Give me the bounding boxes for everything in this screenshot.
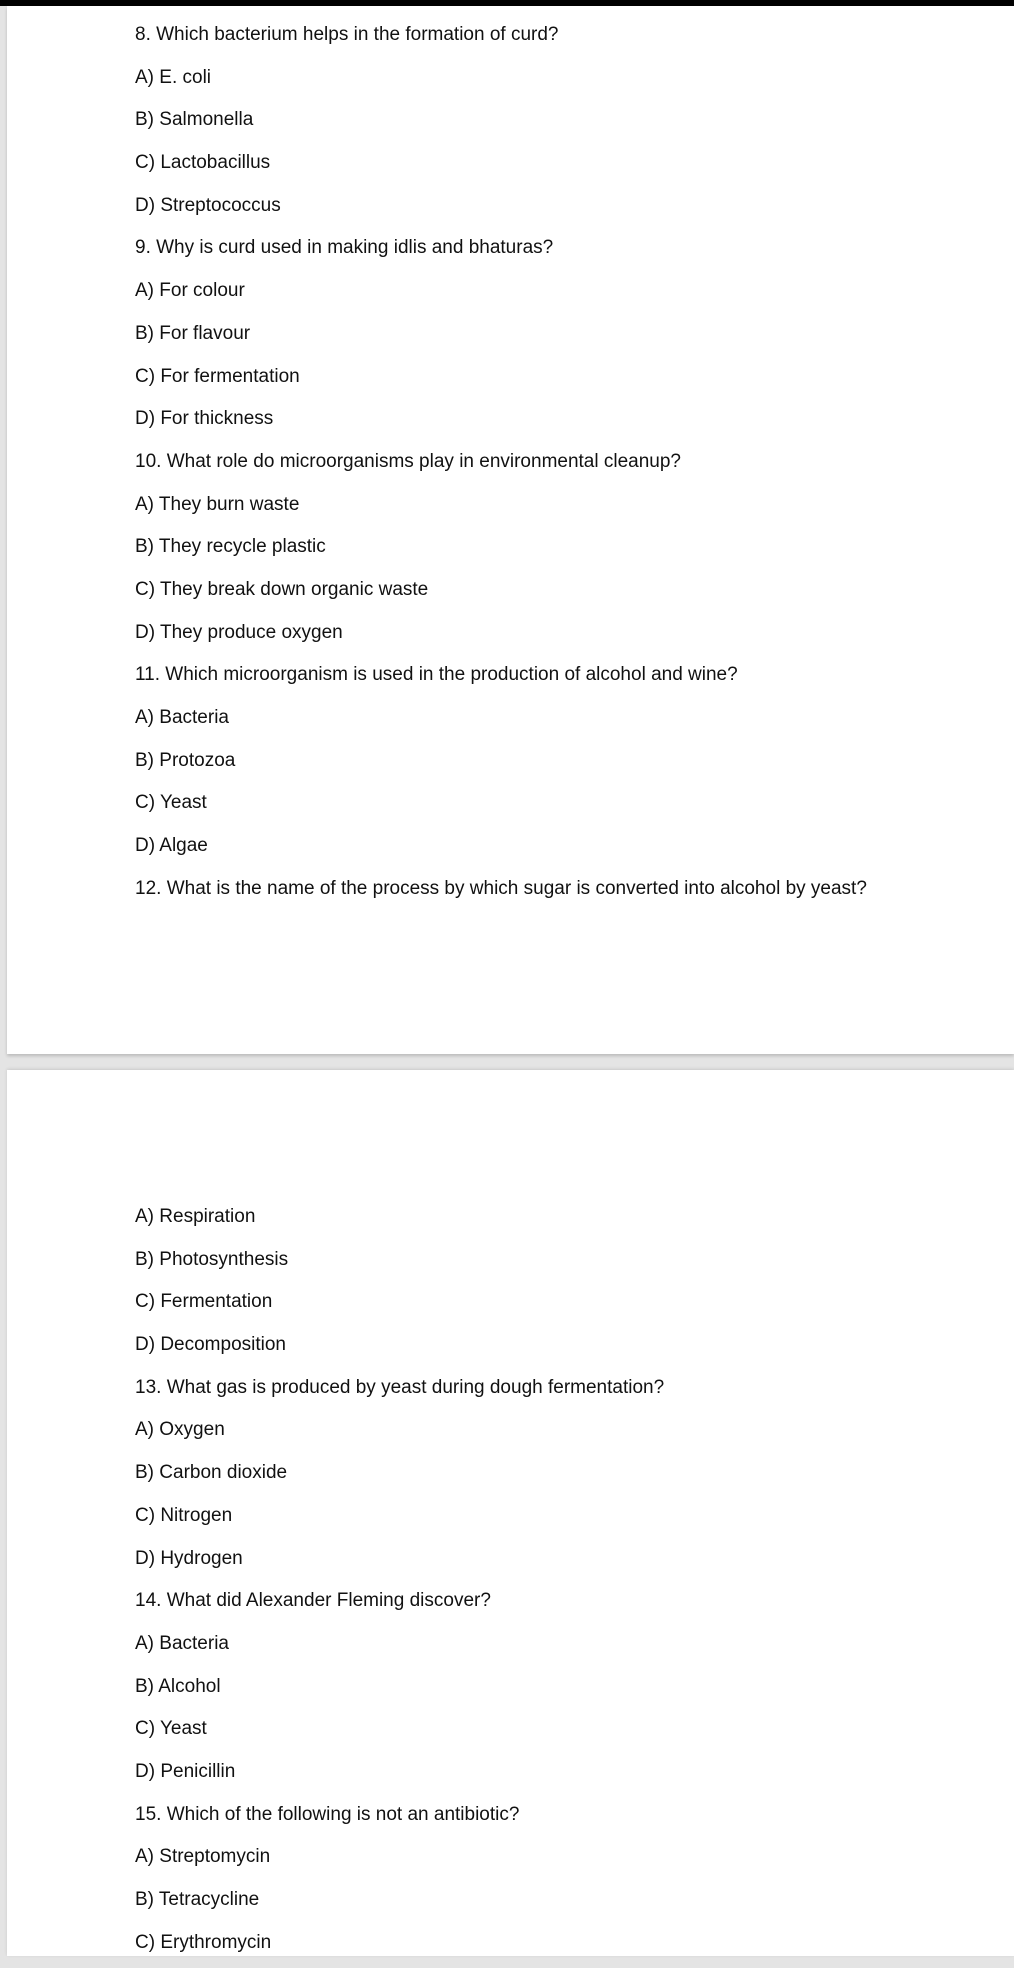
question-13-text: 13. What gas is produced by yeast during dough fermentation? (135, 1376, 665, 1398)
question-13-option-a: A) Oxygen (135, 1419, 225, 1441)
question-12-option-a: A) Respiration (135, 1206, 256, 1227)
page-2-content (135, 1200, 994, 1968)
question-15-text: 15. Which of the following is not an antibiotic? (135, 1803, 520, 1825)
question-9-text: 9. Why is curd used in making idlis and bhaturas? (135, 237, 554, 259)
question-11-option-a: A) Bacteria (135, 707, 229, 728)
question-14-option-c: C) Yeast (135, 1718, 207, 1740)
question-14-option-b: B) Alcohol (135, 1675, 221, 1697)
question-11-option-b: B) Protozoa (135, 749, 236, 771)
question-12-option-d: D) Decomposition (135, 1334, 286, 1356)
document-page-1 (7, 6, 1014, 1054)
question-8-option-a: A) E. coli (135, 66, 212, 88)
question-14-option-a: A) Bacteria (135, 1632, 229, 1654)
page-1-content (135, 18, 994, 914)
question-10-option-b: B) They recycle plastic (135, 536, 326, 558)
question-12-option-b: B) Photosynthesis (135, 1248, 289, 1270)
question-15-option-b: B) Tetracycline (135, 1889, 260, 1910)
question-8-option-b: B) Salmonella (135, 109, 254, 131)
question-10-option-a: A) They burn waste (135, 493, 300, 515)
question-9-option-b: B) For flavour (135, 322, 251, 344)
question-10-option-d: D) They produce oxygen (135, 621, 343, 643)
question-12-option-c: C) Fermentation (135, 1291, 273, 1313)
question-11-option-d: D) Algae (135, 835, 208, 857)
question-12-text: 12. What is the name of the process by which sugar is converted into alcohol by yeast? (135, 877, 867, 899)
question-15-option-c: C) Erythromycin (135, 1931, 272, 1953)
question-13-option-c: C) Nitrogen (135, 1504, 233, 1526)
question-13-option-d: D) Hydrogen (135, 1547, 243, 1569)
question-14-option-d: D) Penicillin (135, 1760, 236, 1782)
question-8-text: 8. Which bacterium helps in the formation of curd? (135, 24, 559, 45)
question-8-option-c: C) Lactobacillus (135, 152, 271, 174)
question-14-text: 14. What did Alexander Fleming discover? (135, 1590, 491, 1612)
question-11-option-c: C) Yeast (135, 792, 207, 814)
question-13-option-b: B) Carbon dioxide (135, 1462, 288, 1484)
question-9-option-d: D) For thickness (135, 408, 274, 430)
question-9-option-a: A) For colour (135, 280, 245, 302)
question-11-text: 11. Which microorganism is used in the production of alcohol and wine? (135, 664, 738, 686)
question-10-text: 10. What role do microorganisms play in environmental cleanup? (135, 450, 681, 472)
question-8-option-d: D) Streptococcus (135, 194, 281, 216)
document-page-2 (7, 1070, 1014, 1956)
question-15-option-a: A) Streptomycin (135, 1846, 271, 1868)
question-9-option-c: C) For fermentation (135, 365, 300, 387)
question-10-option-c: C) They break down organic waste (135, 578, 429, 600)
